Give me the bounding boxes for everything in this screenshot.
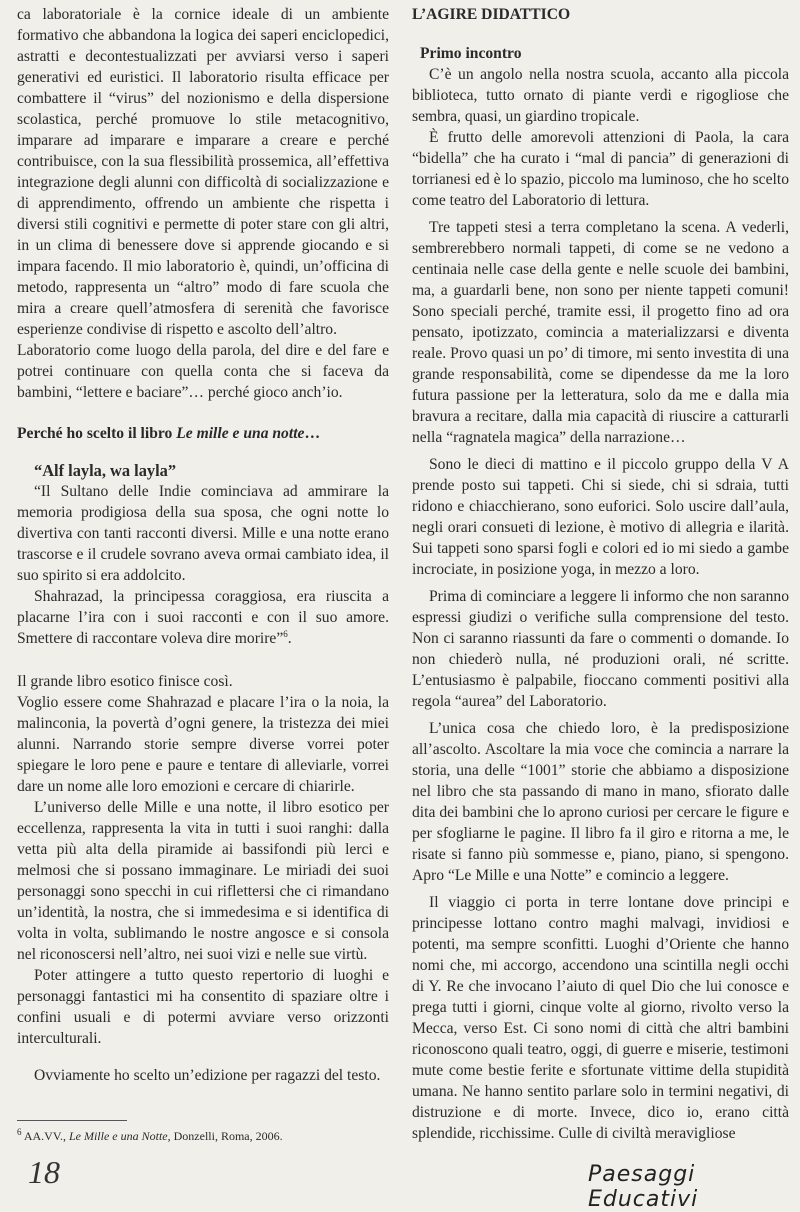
quote-end: . <box>287 630 292 647</box>
section-heading-text: Perché ho scelto il libro <box>17 425 177 442</box>
footnote-authors: AA.VV., <box>21 1129 69 1143</box>
paragraph: Poter attingere a tutto questo repertorio di luoghi e personaggi fantastici mi ha consentito di spaziare oltre i confini usuali e di potermi avviare verso orizzonti interculturali. <box>17 967 389 1047</box>
quote-paragraph <box>17 586 389 649</box>
subheading: “Alf layla, wa layla” <box>34 461 177 480</box>
footnote-publisher: , Donzelli, Roma, 2006. <box>167 1129 283 1143</box>
left-column <box>17 4 389 1086</box>
paragraph: Il grande libro esotico finisce così. <box>17 673 233 690</box>
paragraph: Tre tappeti stesi a terra completano la scena. A vederli, sembrerebbero normali tappeti, di come se ne vedono a centinaia nelle case della gente e nelle scuole dei bambini, ma, a guardarli bene, non sono per niente tappeti comuni! Sono speciali perché, tramite essi, il progetto fino ad ora pensato, ipotizzato, comincia a materializzarsi e diventa reale. Provo quasi un po’ di timore, mi sento investita di una grande responsabilità, come se dipendesse da me la loro futura passione per la letteratura, solo da me e dalla mia bravura a recitare, dalla mia capacità di riuscire a catturarli nella “ragnatela magica” della narrazione… <box>412 219 789 446</box>
paragraph: Ovviamente ho scelto un’edizione per ragazzi del testo. <box>34 1067 381 1084</box>
paragraph: L’universo delle Mille e una notte, il libro esotico per eccellenza, rappresenta la vita in tutti i suoi ranghi: dalla vetta più alta della piramide ai bassifondi più lerci e melmosi che si possano immaginare. Le miriadi dei suoi personaggi sono specchi in cui riflettersi che ci rimandano un’identità, la nostra, che si immedesima e si identifica di volta in volta, sublimando le nostre angosce e si consola nel riconoscersi nell’altro, nei suoi vizi e nelle sue virtù. <box>17 799 389 963</box>
section-heading-ellipsis: … <box>304 425 321 442</box>
quote-text: Shahrazad, la principessa coraggiosa, era riuscita a placarne l’ira con i suoi racconti e con il suo amore. Smettere di raccontare voleva dire morire” <box>17 588 389 647</box>
footnote-divider <box>17 1120 127 1121</box>
right-column <box>412 4 789 1144</box>
paragraph: Il viaggio ci porta in terre lontane dove principi e principesse lottano contro maghi malvagi, invidiosi e potenti, ma sempre sconfitti. Luoghi d’Oriente che hanno nomi che, mi accorgo, accendono una scintilla negli occhi di Y. Re che invocano l’aiuto di quel Dio che lui conosce e prega tutti i giorni, cinque volte al giorno, rivolto verso la Mecca, verso Est. Ci sono nomi di città che altri bambini riconoscono quali teatro, oggi, di guerre e miserie, testimoni mute come bestie ferite e sfortunate vittime della stupidità umana. Ne hanno sentito parlare solo in termini negativi, di distruzione e di morte. Invece, dico io, erano città splendide, ricchissime. Culle di civiltà meravigliose <box>412 894 789 1142</box>
section-heading <box>17 423 389 444</box>
page-number: 18 <box>28 1154 60 1190</box>
paragraph: C’è un angolo nella nostra scuola, accanto alla piccola biblioteca, tutto ornato di piante verdi e rigogliose che sembra, quasi, un giardino tropicale. <box>412 66 789 125</box>
footnote <box>17 1129 283 1144</box>
section-heading: L’AGIRE DIDATTICO <box>412 6 571 23</box>
footnote-number: 6 <box>17 1127 22 1137</box>
footnote-title: Le Mille e una Notte <box>68 1129 168 1143</box>
paragraph: ca laboratoriale è la cornice ideale di un ambiente formativo che abbandona la logica dei saperi enciclopedici, astratti e decontestualizzati per avviarsi verso i saperi generativi ed euristici. Il laboratorio risulta efficace per combattere il “virus” del nozionismo e della dispersione scolastica, perché promuove lo stile metacognitivo, imparare ad imparare e imparare a creare e perché contribuisce, con la sua flessibilità prossemica, all’effettiva integrazione degli alunni con difficoltà di socializzazione e di apprendimento, offrendo un ambiente che rispetta i diversi stili cognitivi e permette di poter stare con gli altri, in un clima di benessere dove si apprende giocando e si impara facendo. Il mio laboratorio è, quindi, un’officina di metodo, rappresenta un “altro” modo di fare scuola che mira a creare quell’atmosfera di serenità che favorisce esperienze condivise di rispetto e ascolto dell’altro. <box>17 6 389 338</box>
paragraph: È frutto delle amorevoli attenzioni di Paola, la cara “bidella” che ha curato i “mal di pancia” di generazioni di torrianesi ed è lo spazio, piccolo ma luminoso, che ho scelto come teatro del Laboratorio di lettura. <box>412 129 789 209</box>
section-heading-book-title: Le mille e una notte <box>176 425 305 442</box>
quote-paragraph: “Il Sultano delle Indie cominciava ad ammirare la memoria prodigiosa della sua sposa, che ogni notte lo divertiva con tanti racconti diversi. Mille e una notte erano trascorse e il crudele sovrano aveva ormai cambiato idea, il suo spirito si era addolcito. <box>17 483 389 584</box>
paragraph: Sono le dieci di mattino e il piccolo gruppo della V A prende posto sui tappeti. Chi si siede, chi si sdraia, tutti ridono e chiacchierano, sono euforici. Solo uscire dall’aula, negli orari consueti di lezione, è motivo di allegria e ilarità. Sui tappeti sono sparsi fogli e colori ed io mi siedo a gambe incrociate, in posizione yoga, in mezzo a loro. <box>412 456 789 578</box>
paragraph: Laboratorio come luogo della parola, del dire e del fare e potrei continuare con quella conta che si faceva da bambini, “lettere e baciare”… perché gioco anch’io. <box>17 342 389 401</box>
paragraph: L’unica cosa che chiedo loro, è la predisposizione all’ascolto. Ascoltare la mia voce che comincia a narrare la storia, una delle “1001” storie che abbiamo a disposizione nel libro che sta passando di mano in mano, sfiorato dalle dita dei bambini che lo aprono curiosi per cercare le figure e per sfogliarne le pagine. Il libro fa il giro e ritorna a me, le risate si fanno più sommesse e, piano, piano, si spengono. Apro “Le Mille e una Notte” e comincio a leggere. <box>412 720 789 884</box>
paragraph: Prima di cominciare a leggere li informo che non saranno espressi giudizi o verifiche sulla comprensione del testo. Non ci saranno riassunti da fare o commenti o domande. Io non chiederò nulla, né produzioni orali, né scritte. L’entusiasmo è palpabile, fioccano commenti positivi alla regola “aurea” del Laboratorio. <box>412 588 789 710</box>
paragraph: Voglio essere come Shahrazad e placare l’ira o la noia, la malinconia, la povertà d’ogni genere, la tristezza dei miei alunni. Narrando storie sempre diverse vorrei poter spiegare le loro pene e paure e tentare di alleviarle, vorrei dare un nome alle loro emozioni e cercare di chiarirle. <box>17 694 389 795</box>
magazine-name: Paesaggi Educativi <box>588 1162 699 1212</box>
subheading: Primo incontro <box>420 45 522 62</box>
footnote-ref: 6 <box>283 628 288 639</box>
